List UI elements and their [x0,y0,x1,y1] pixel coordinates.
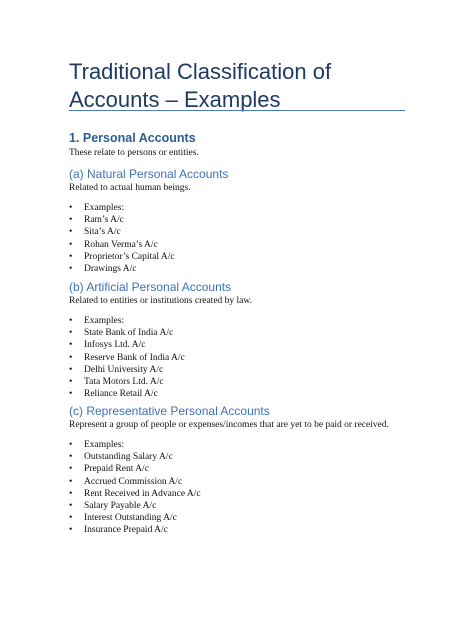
bullet-icon: • [69,452,73,463]
bullet-icon: • [69,440,73,450]
subsection-description-natural: Related to actual human beings. [69,183,191,193]
bullet-icon: • [69,239,73,250]
document-title: Traditional Classification of Accounts – Examples [69,59,332,112]
bullet-icon: • [69,340,73,351]
bullet-icon: • [69,203,73,213]
document-page: Traditional Classification of Accounts – Examples 1. Personal Accounts These relate to persons or entities. (a) Natural Personal Accounts Related to actual human beings. • Examples: • Ram’s A/c • Sita’s A/c • Rohan Verma’s A/c • Proprietor’s Capital A/c • Drawings A/c (b) Artificial Personal Accounts Related to entities or institutions created by law. • Examples: • State Bank of India A/c • Infosys Ltd. A/c • Reserve Bank of India A/c • Delhi University A/c • Tata Motors Ltd. A/c • Reliance Retail A/c (c) Representative Personal Accounts Represent a group of people or expenses/incomes that are yet to be paid or received. • Examples: • Outstanding Salary A/c • Prepaid Rent A/c • Accrued Commission A/c • Rent Received in Advance A/c • Salary Payable A/c • Interest Outstanding A/c • Insurance Prepaid A/c [0,0,474,632]
subsection-description-artificial: Related to entities or institutions created by law. [69,296,253,306]
bullet-icon: • [69,464,73,475]
subsection-heading-natural: (a) Natural Personal Accounts [69,167,229,181]
bullet-icon: • [69,352,73,363]
bullet-icon: • [69,389,73,400]
bullet-icon: • [69,215,73,226]
bullet-icon: • [69,328,73,339]
bullet-icon: • [69,251,73,262]
subsection-heading-representative: (c) Representative Personal Accounts [69,404,270,418]
bullet-icon: • [69,316,73,326]
section-heading-personal-accounts: 1. Personal Accounts [69,131,196,145]
bullet-icon: • [69,376,73,387]
section-intro: These relate to persons or entities. [69,148,199,158]
bullet-icon: • [69,364,73,375]
bullet-icon: • [69,525,73,536]
title-underline [69,110,405,111]
bullet-icon: • [69,513,73,524]
bullet-icon: • [69,263,73,274]
bullet-icon: • [69,476,73,487]
subsection-heading-artificial: (b) Artificial Personal Accounts [69,280,232,294]
bullet-icon: • [69,500,73,511]
subsection-description-representative: Represent a group of people or expenses/incomes that are yet to be paid or received. [69,420,389,430]
bullet-icon: • [69,488,73,499]
bullet-icon: • [69,227,73,238]
